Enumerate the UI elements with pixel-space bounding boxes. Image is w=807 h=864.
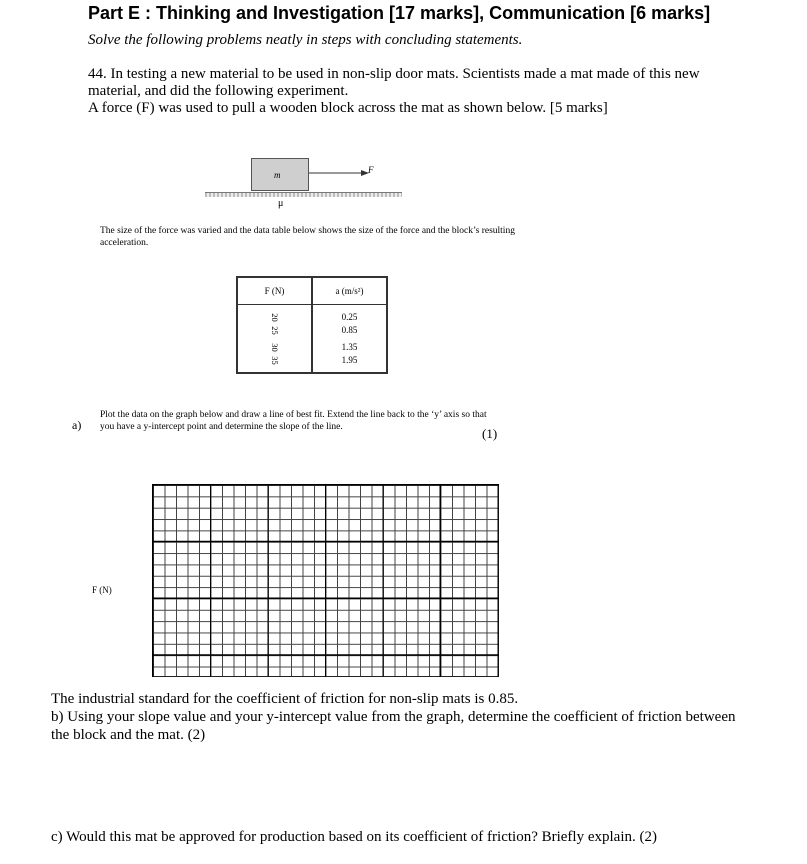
table-row	[237, 354, 387, 373]
force-arrow-icon	[309, 168, 369, 178]
question-text	[88, 66, 728, 117]
acceleration-value: 0.25	[341, 312, 358, 322]
part-b-intro: The industrial standard for the coefficient of friction for non-slip mats is 0.85.	[51, 691, 519, 707]
part-a-text: Plot the data on the graph below and draw a line of best fit. Extend the line back to the ‘y’ axis so that you have a y-intercept point and determine the slope of the line.	[100, 410, 487, 432]
question-intro: 44. In testing a new material to be used in non-slip door mats. Scientists made a mat made of this new material, and did the following experiment.	[88, 66, 700, 99]
data-table	[236, 276, 388, 374]
header-force: F (N)	[237, 277, 312, 305]
part-a-marks: (1)	[482, 426, 498, 441]
y-axis-label: F (N)	[92, 585, 112, 595]
force-label: F	[368, 165, 374, 175]
data-intro: The size of the force was varied and the data table below shows the size of the force and the block’s resulting acceleration.	[100, 226, 515, 248]
acceleration-value: 1.95	[341, 355, 358, 365]
header-acceleration: a (m/s²)	[312, 277, 387, 305]
table-row	[237, 337, 387, 354]
part-a-label: a)	[72, 418, 82, 432]
table-row	[237, 324, 387, 337]
question-force: A force (F) was used to pull a wooden block across the mat as shown below. [5 marks]	[88, 100, 608, 116]
graph-grid[interactable]	[152, 484, 499, 677]
acceleration-value: 1.35	[341, 342, 358, 352]
part-b-text: b) Using your slope value and your y-intercept value from the graph, determine the coefficient of friction between the block and the mat. (2)	[51, 709, 736, 743]
mat-hatching	[205, 193, 402, 197]
mass-label: m	[274, 170, 281, 180]
force-value: 35	[270, 356, 280, 365]
part-c-text: c) Would this mat be approved for production based on its coefficient of friction? Briefly explain. (2)	[51, 829, 657, 845]
instructions: Solve the following problems neatly in steps with concluding statements.	[88, 32, 523, 48]
friction-label: μ	[278, 198, 284, 209]
table-row	[237, 305, 387, 325]
force-value: 25	[270, 326, 280, 335]
part-title: Part E : Thinking and Investigation [17 marks], Communication [6 marks]	[88, 3, 711, 23]
acceleration-value: 0.85	[341, 325, 358, 335]
force-value: 20	[270, 313, 280, 322]
force-value: 30	[270, 343, 280, 352]
